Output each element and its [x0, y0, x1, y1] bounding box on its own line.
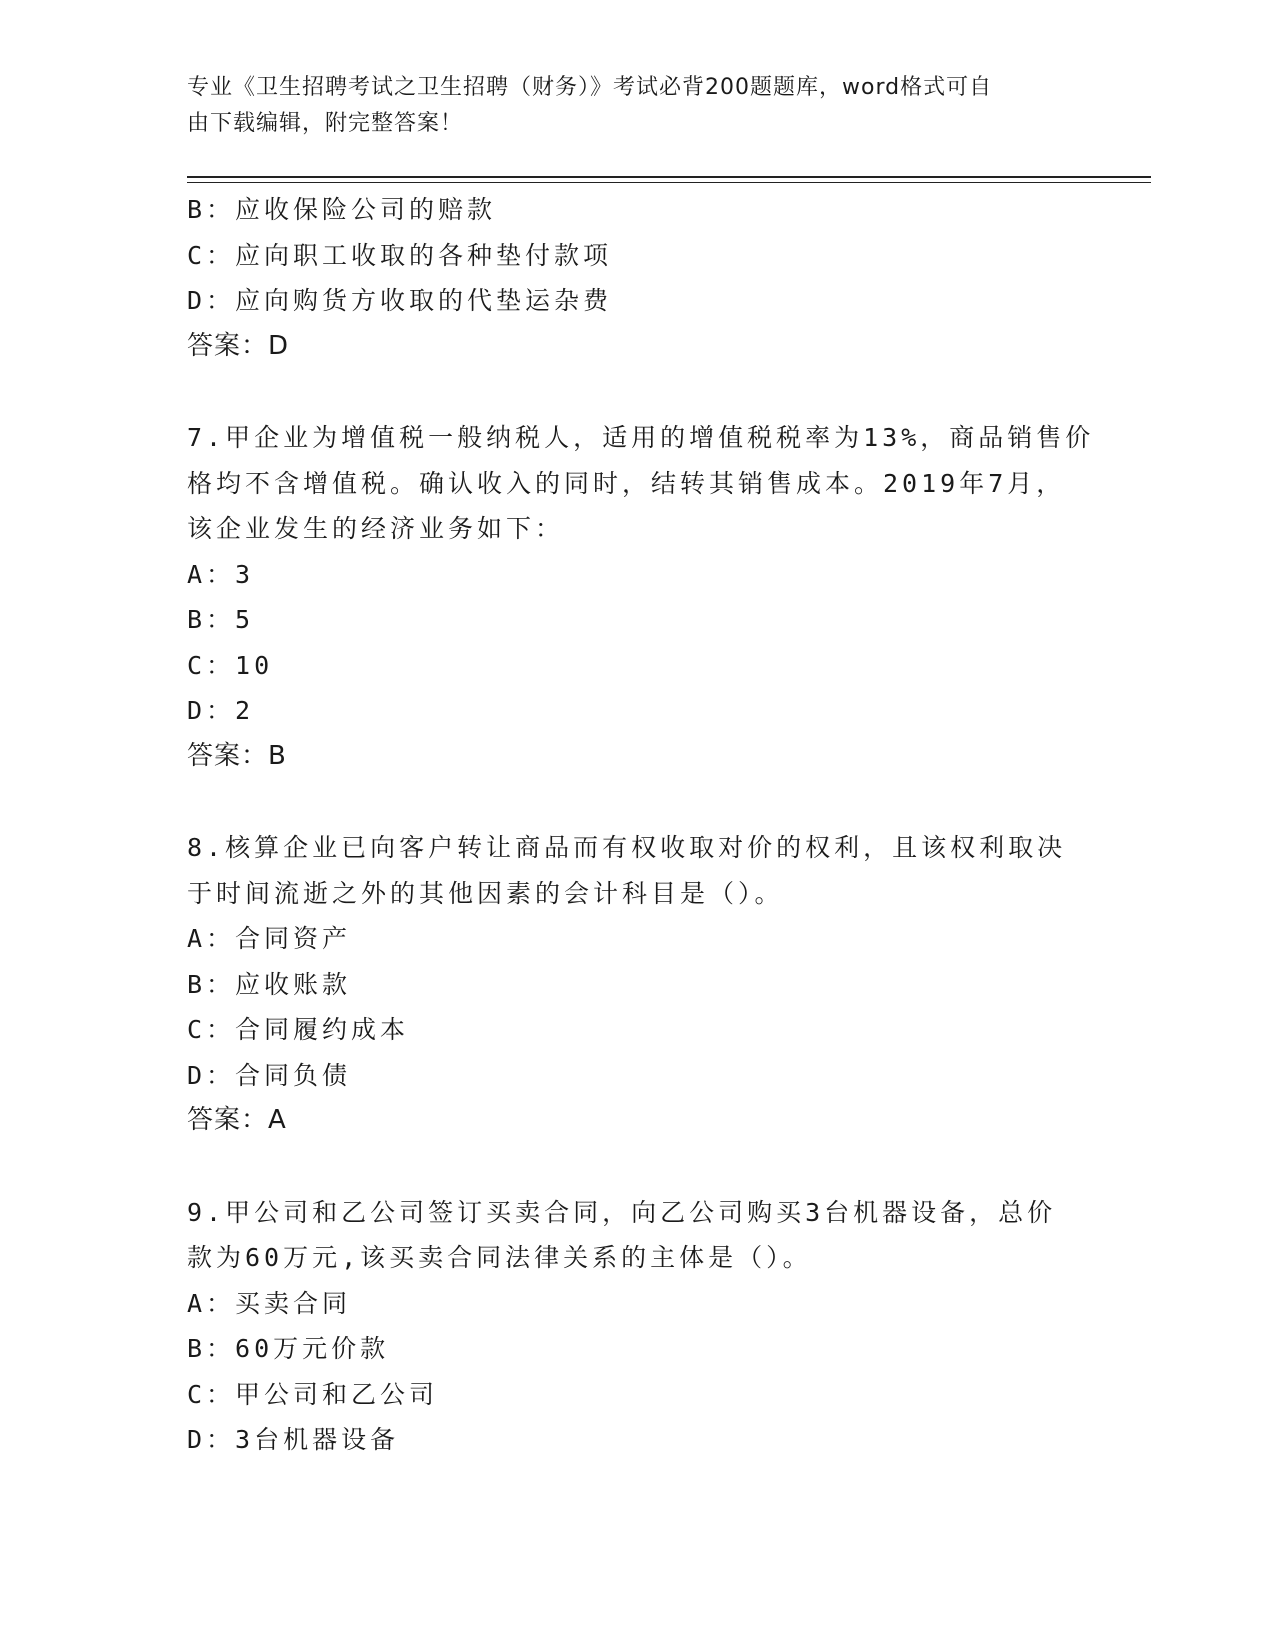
- document-header: [187, 70, 1087, 142]
- question-8: [187, 825, 1087, 1144]
- option-c: C：10: [187, 650, 274, 680]
- question-text-line: 款为60万元,该买卖合同法律关系的主体是（）。: [187, 1243, 812, 1272]
- header-line-1: 专业《卫生招聘考试之卫生招聘（财务）》考试必背200题题库，word格式可自: [187, 75, 993, 100]
- option-a: A：合同资产: [187, 924, 352, 953]
- question-7: [187, 415, 1095, 779]
- answer-line: 答案：D: [187, 330, 290, 361]
- option-c: C：合同履约成本: [187, 1015, 410, 1044]
- question-text-line: 7.甲企业为增值税一般纳税人，适用的增值税税率为13%，商品销售价: [187, 423, 1095, 452]
- option-d: D：3台机器设备: [187, 1425, 400, 1454]
- question-9: [187, 1190, 1087, 1463]
- option-b: B：应收账款: [187, 969, 352, 999]
- question-block-previous: [187, 187, 1087, 369]
- header-line-2: 由下载编辑，附完整答案！: [187, 111, 464, 136]
- header-rule-thick: [187, 176, 1151, 178]
- question-text-line: 格均不含增值税。确认收入的同时，结转其销售成本。2019年7月，: [187, 468, 1066, 498]
- question-text-line: 该企业发生的经济业务如下：: [187, 514, 565, 543]
- option-c: C：应向职工收取的各种垫付款项: [187, 240, 613, 270]
- question-list: [187, 187, 1095, 1463]
- option-a: A：买卖合同: [187, 1288, 352, 1318]
- question-text-line: 于时间流逝之外的其他因素的会计科目是（）。: [187, 878, 784, 908]
- question-text-line: 9.甲公司和乙公司签订买卖合同，向乙公司购买3台机器设备，总价: [187, 1197, 1057, 1227]
- question-text-line: 8.核算企业已向客户转让商品而有权收取对价的权利，且该权利取决: [187, 833, 1067, 862]
- header-rule-thin: [187, 182, 1151, 183]
- option-b: B：应收保险公司的赔款: [187, 195, 497, 224]
- option-b: B：5: [187, 605, 255, 634]
- answer-line: 答案：B: [187, 740, 287, 771]
- option-d: D：2: [187, 696, 255, 725]
- option-b: B：60万元价款: [187, 1334, 390, 1363]
- option-d: D：合同负债: [187, 1060, 352, 1090]
- answer-line: 答案：A: [187, 1105, 287, 1135]
- option-d: D：应向购货方收取的代垫运杂费: [187, 286, 613, 315]
- option-a: A：3: [187, 559, 255, 589]
- option-c: C：甲公司和乙公司: [187, 1379, 439, 1409]
